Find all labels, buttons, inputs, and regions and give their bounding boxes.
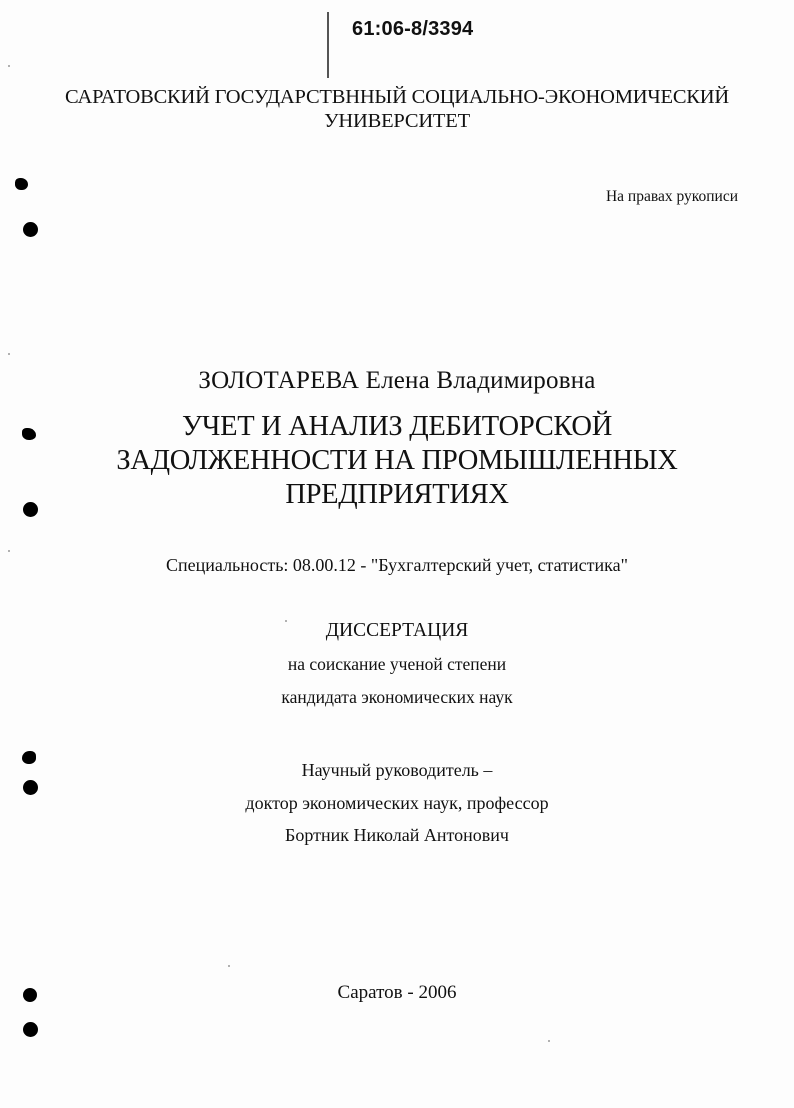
binding-hole-mark [15, 178, 28, 190]
scan-speck [8, 65, 10, 67]
binding-hole-mark [22, 751, 36, 764]
scan-speck [8, 550, 10, 552]
specialty-line: Специальность: 08.00.12 - "Бухгалтерский учет, статистика" [166, 555, 628, 575]
university-line-1: САРАТОВСКИЙ ГОСУДАРСТВННЫЙ СОЦИАЛЬНО-ЭКОНОМИЧЕСКИЙ [65, 86, 729, 108]
stamp-divider-line [327, 12, 329, 78]
binding-hole-mark [23, 780, 38, 795]
binding-hole-mark [23, 502, 38, 517]
archive-stamp: 61:06-8/3394 [352, 18, 474, 40]
author-name: ЗОЛОТАРЕВА Елена Владимировна [198, 367, 596, 394]
supervisor-role: Научный руководитель – [301, 760, 493, 780]
degree-line-2: кандидата экономических наук [281, 687, 513, 707]
title-line-2: ЗАДОЛЖЕННОСТИ НА ПРОМЫШЛЕННЫХ [116, 445, 678, 476]
scan-speck [228, 965, 230, 967]
title-line-1: УЧЕТ И АНАЛИЗ ДЕБИТОРСКОЙ [182, 411, 612, 442]
scan-speck [285, 620, 287, 622]
supervisor-name: Бортник Николай Антонович [285, 825, 509, 845]
scan-speck [8, 353, 10, 355]
supervisor-credentials: доктор экономических наук, профессор [245, 793, 549, 813]
manuscript-rights-note: На правах рукописи [605, 188, 738, 205]
scan-speck [548, 1040, 550, 1042]
place-and-year: Саратов - 2006 [337, 982, 457, 1003]
dissertation-title [0, 410, 794, 512]
degree-line-1: на соискание ученой степени [287, 654, 507, 674]
binding-hole-mark [23, 1022, 38, 1037]
document-type: ДИССЕРТАЦИЯ [325, 620, 469, 641]
binding-hole-mark [23, 988, 37, 1002]
binding-hole-mark [22, 428, 36, 440]
binding-hole-mark [23, 222, 38, 237]
title-line-3: ПРЕДПРИЯТИЯХ [285, 479, 509, 510]
university-header [0, 85, 794, 133]
university-line-2: УНИВЕРСИТЕТ [324, 110, 470, 132]
